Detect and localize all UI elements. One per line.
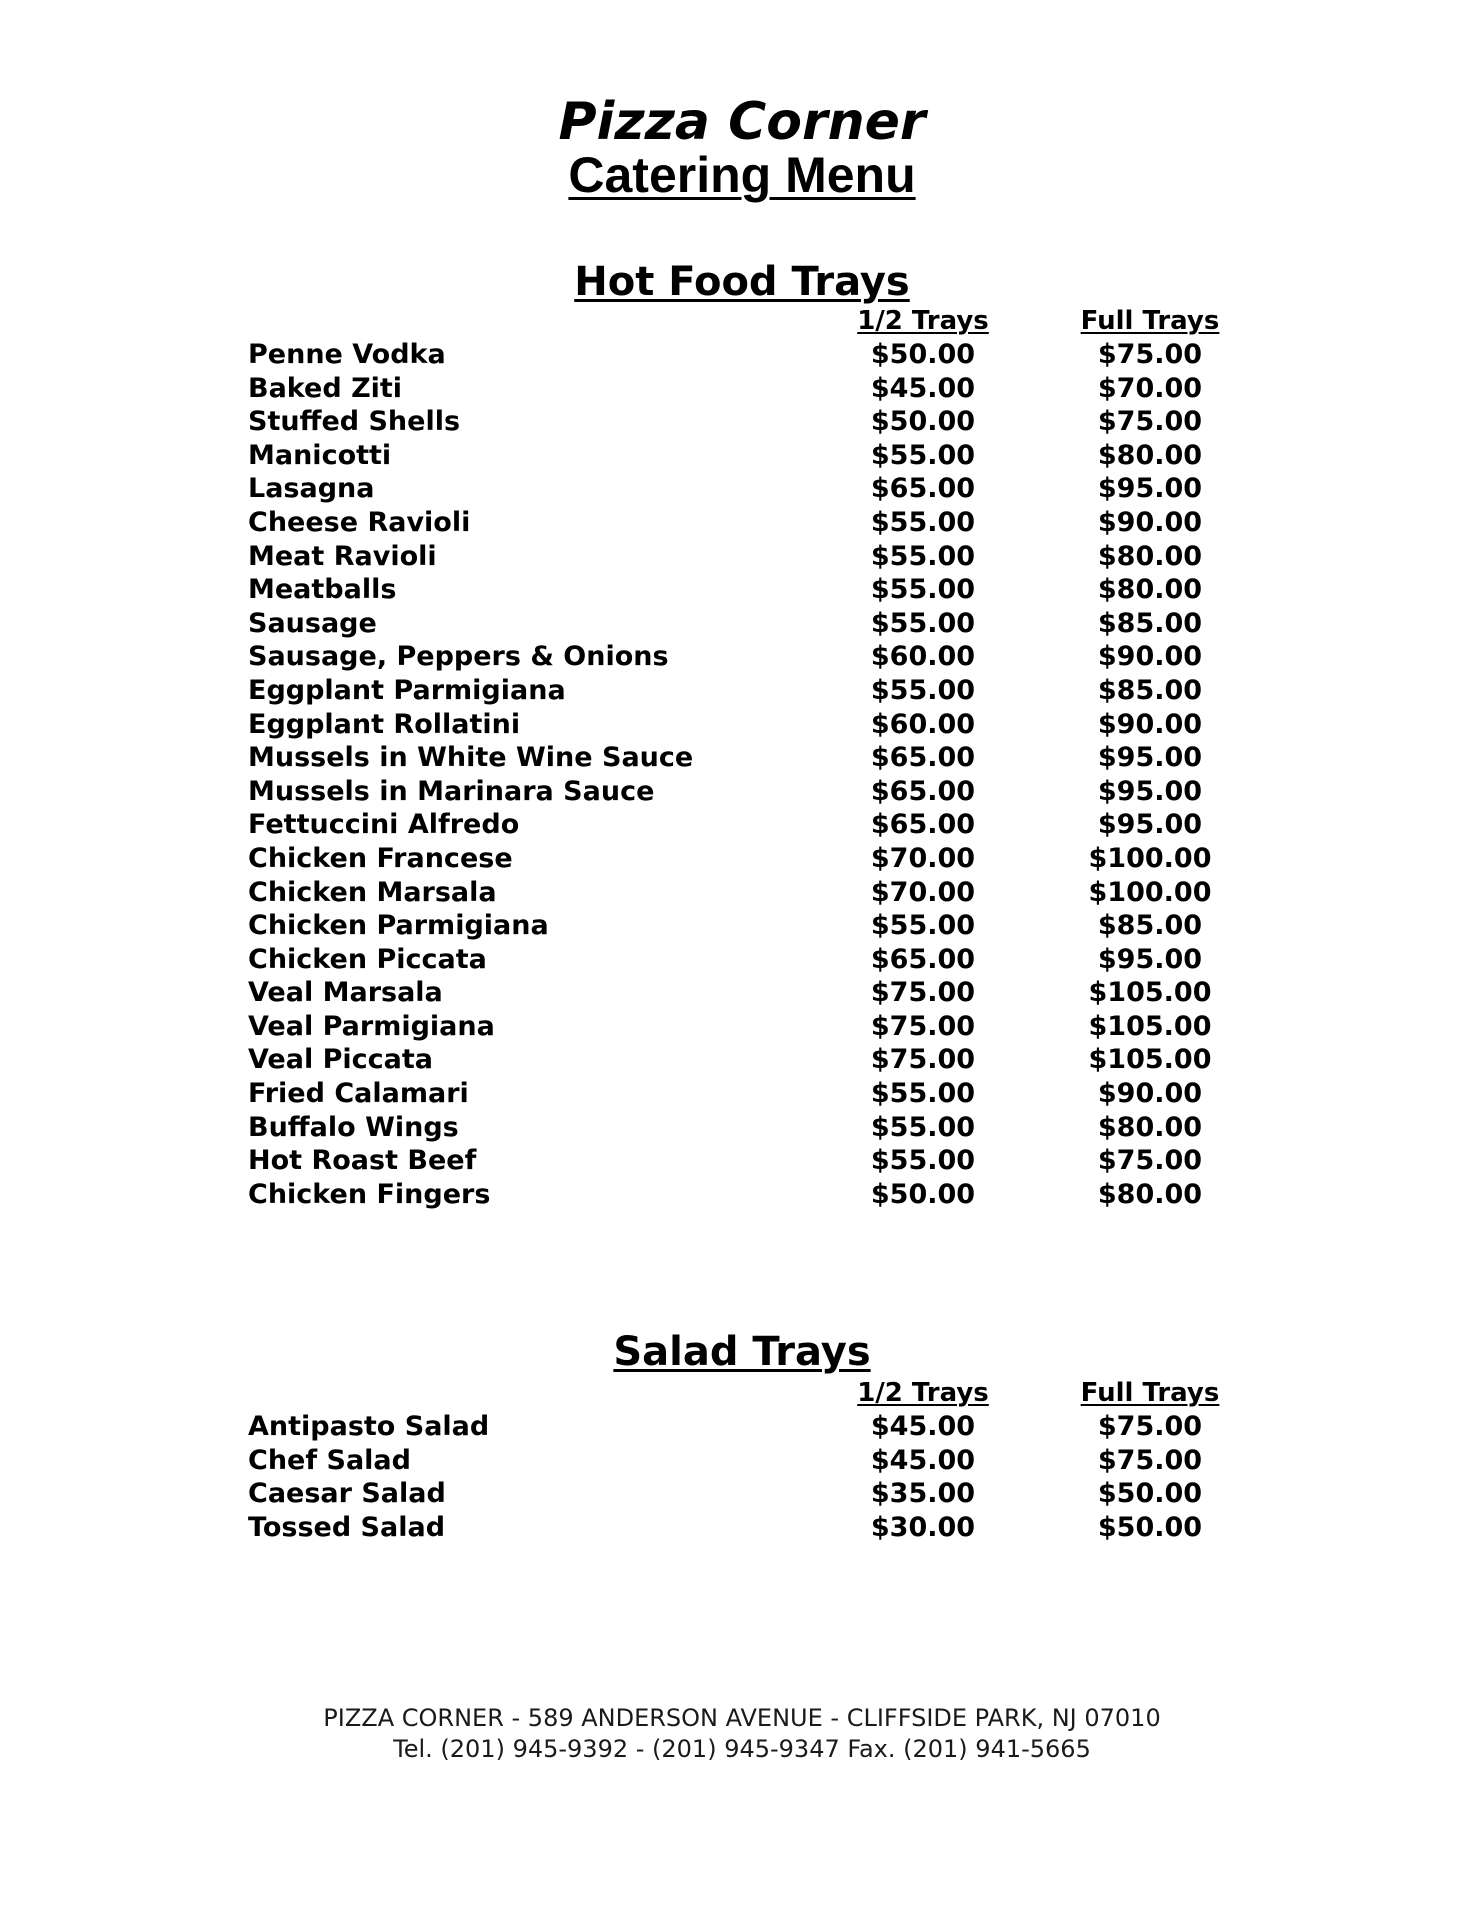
item-name: Penne Vodka [248,339,446,370]
full-tray-price: $105.00 [1088,1010,1212,1042]
footer-address: PIZZA CORNER - 589 ANDERSON AVENUE - CLIFFSIDE PARK, NJ 07010 [323,1704,1161,1732]
half-tray-price: $70.00 [870,876,976,908]
hot-food-menu-row [0,472,1484,506]
half-tray-price: $65.00 [870,809,976,841]
item-name: Caesar Salad [248,1478,446,1510]
salad-menu-row [0,1511,1484,1545]
half-tray-price: $55.00 [870,674,976,706]
item-name: Tossed Salad [248,1511,446,1543]
hot-food-menu-row [0,842,1484,876]
hot-food-menu-row [0,909,1484,943]
hot-food-menu-row [0,506,1484,540]
full-tray-price: $95.00 [1097,775,1203,807]
full-tray-price: $105.00 [1088,977,1212,1009]
hot-food-menu-row [0,607,1484,641]
item-name: Buffalo Wings [248,1111,459,1143]
half-tray-price: $55.00 [870,1078,976,1110]
hot-food-menu-row [0,540,1484,574]
item-name: Chicken Marsala [248,876,497,908]
half-tray-price: $75.00 [870,1010,976,1042]
half-tray-price: $50.00 [870,1178,976,1210]
item-name: Veal Parmigiana [248,1010,495,1042]
full-tray-price: $90.00 [1097,641,1203,673]
hot-food-menu-row [0,808,1484,842]
half-tray-price: $75.00 [870,1044,976,1076]
item-name: Stuffed Shells [248,406,461,438]
half-tray-price: $55.00 [870,1145,976,1177]
hot-food-half-tray-header: 1/2 Trays [857,306,989,336]
item-name: Hot Roast Beef [248,1145,477,1177]
item-name: Eggplant Parmigiana [248,674,566,706]
item-name: Chef Salad [248,1444,411,1476]
hot-food-menu-row [0,439,1484,473]
full-tray-price: $80.00 [1097,1178,1203,1210]
hot-food-menu-row [0,372,1484,406]
half-tray-price: $60.00 [870,708,976,740]
item-name: Baked Ziti [248,372,403,404]
hot-food-menu-row [0,741,1484,775]
hot-food-menu-row [0,708,1484,742]
item-name: Chicken Francese [248,842,513,874]
item-name: Fried Calamari [248,1078,469,1110]
item-name: Mussels in Marinara Sauce [248,775,655,807]
salad-menu-row [0,1410,1484,1444]
full-tray-price: $90.00 [1097,708,1203,740]
half-tray-price: $65.00 [870,775,976,807]
hot-food-title [0,258,1484,306]
item-name: Manicotti [248,439,392,471]
full-tray-price: $80.00 [1097,540,1203,572]
half-tray-price: $55.00 [870,607,976,639]
half-tray-price: $55.00 [870,1111,976,1143]
hot-food-list [0,338,1484,1211]
half-tray-price: $75.00 [870,977,976,1009]
hot-food-menu-row [0,876,1484,910]
full-tray-price: $75.00 [1097,339,1203,370]
full-tray-price: $100.00 [1088,842,1212,874]
salad-title-text: Salad Trays [613,1329,871,1375]
hot-food-menu-row [0,976,1484,1010]
hot-food-menu-row [0,1111,1484,1145]
hot-food-full-tray-header: Full Trays [1080,306,1220,336]
menu-title [0,146,1484,204]
full-tray-price: $70.00 [1097,372,1203,404]
footer-phones: Tel. (201) 945-9392 - (201) 945-9347 Fax. (201) 941-5665 [393,1735,1091,1763]
half-tray-price: $45.00 [870,1411,976,1442]
full-tray-price: $95.00 [1097,742,1203,774]
hot-food-menu-row [0,1077,1484,1111]
hot-food-menu-row [0,674,1484,708]
item-name: Chicken Piccata [248,943,487,975]
hot-food-menu-row [0,775,1484,809]
hot-food-menu-row [0,640,1484,674]
full-tray-price: $75.00 [1097,1444,1203,1476]
full-tray-price: $80.00 [1097,439,1203,471]
full-tray-price: $75.00 [1097,406,1203,438]
half-tray-price: $65.00 [870,473,976,505]
full-tray-price: $50.00 [1097,1511,1203,1543]
hot-food-menu-row [0,1010,1484,1044]
half-tray-price: $55.00 [870,540,976,572]
hot-food-menu-row [0,1144,1484,1178]
hot-food-menu-row [0,338,1484,372]
full-tray-price: $85.00 [1097,910,1203,942]
full-tray-price: $90.00 [1097,1078,1203,1110]
item-name: Sausage [248,607,377,639]
half-tray-price: $45.00 [870,372,976,404]
salad-half-tray-header: 1/2 Trays [857,1378,989,1408]
salad-menu-row [0,1444,1484,1478]
hot-food-menu-row [0,405,1484,439]
half-tray-price: $30.00 [870,1511,976,1543]
full-tray-price: $95.00 [1097,473,1203,505]
hot-food-title-text: Hot Food Trays [574,259,910,305]
half-tray-price: $55.00 [870,574,976,606]
full-tray-price: $85.00 [1097,674,1203,706]
item-name: Antipasto Salad [248,1411,490,1442]
half-tray-price: $70.00 [870,842,976,874]
full-tray-price: $75.00 [1097,1145,1203,1177]
hot-food-menu-row [0,943,1484,977]
full-tray-price: $95.00 [1097,809,1203,841]
salad-list [0,1410,1484,1544]
half-tray-price: $65.00 [870,943,976,975]
item-name: Sausage, Peppers & Onions [248,641,669,673]
full-tray-price: $75.00 [1097,1411,1203,1442]
half-tray-price: $50.00 [870,406,976,438]
full-tray-price: $105.00 [1088,1044,1212,1076]
salad-full-tray-header: Full Trays [1080,1378,1220,1408]
item-name: Mussels in White Wine Sauce [248,742,694,774]
restaurant-name: Pizza Corner [558,92,926,152]
half-tray-price: $35.00 [870,1478,976,1510]
hot-food-menu-row [0,1178,1484,1212]
item-name: Veal Piccata [248,1044,434,1076]
half-tray-price: $55.00 [870,439,976,471]
item-name: Eggplant Rollatini [248,708,521,740]
full-tray-price: $95.00 [1097,943,1203,975]
hot-food-menu-row [0,573,1484,607]
half-tray-price: $60.00 [870,641,976,673]
item-name: Meat Ravioli [248,540,437,572]
half-tray-price: $50.00 [870,339,976,370]
full-tray-price: $80.00 [1097,574,1203,606]
full-tray-price: $85.00 [1097,607,1203,639]
menu-title-text: Catering Menu [568,147,916,203]
half-tray-price: $55.00 [870,506,976,538]
item-name: Lasagna [248,473,375,505]
full-tray-price: $80.00 [1097,1111,1203,1143]
item-name: Veal Marsala [248,977,443,1009]
hot-food-menu-row [0,1043,1484,1077]
item-name: Fettuccini Alfredo [248,809,520,841]
item-name: Cheese Ravioli [248,506,471,538]
half-tray-price: $65.00 [870,742,976,774]
item-name: Chicken Parmigiana [248,910,549,942]
full-tray-price: $100.00 [1088,876,1212,908]
item-name: Chicken Fingers [248,1178,491,1210]
full-tray-price: $90.00 [1097,506,1203,538]
salad-menu-row [0,1477,1484,1511]
salad-title [0,1328,1484,1376]
half-tray-price: $55.00 [870,910,976,942]
item-name: Meatballs [248,574,397,606]
full-tray-price: $50.00 [1097,1478,1203,1510]
half-tray-price: $45.00 [870,1444,976,1476]
